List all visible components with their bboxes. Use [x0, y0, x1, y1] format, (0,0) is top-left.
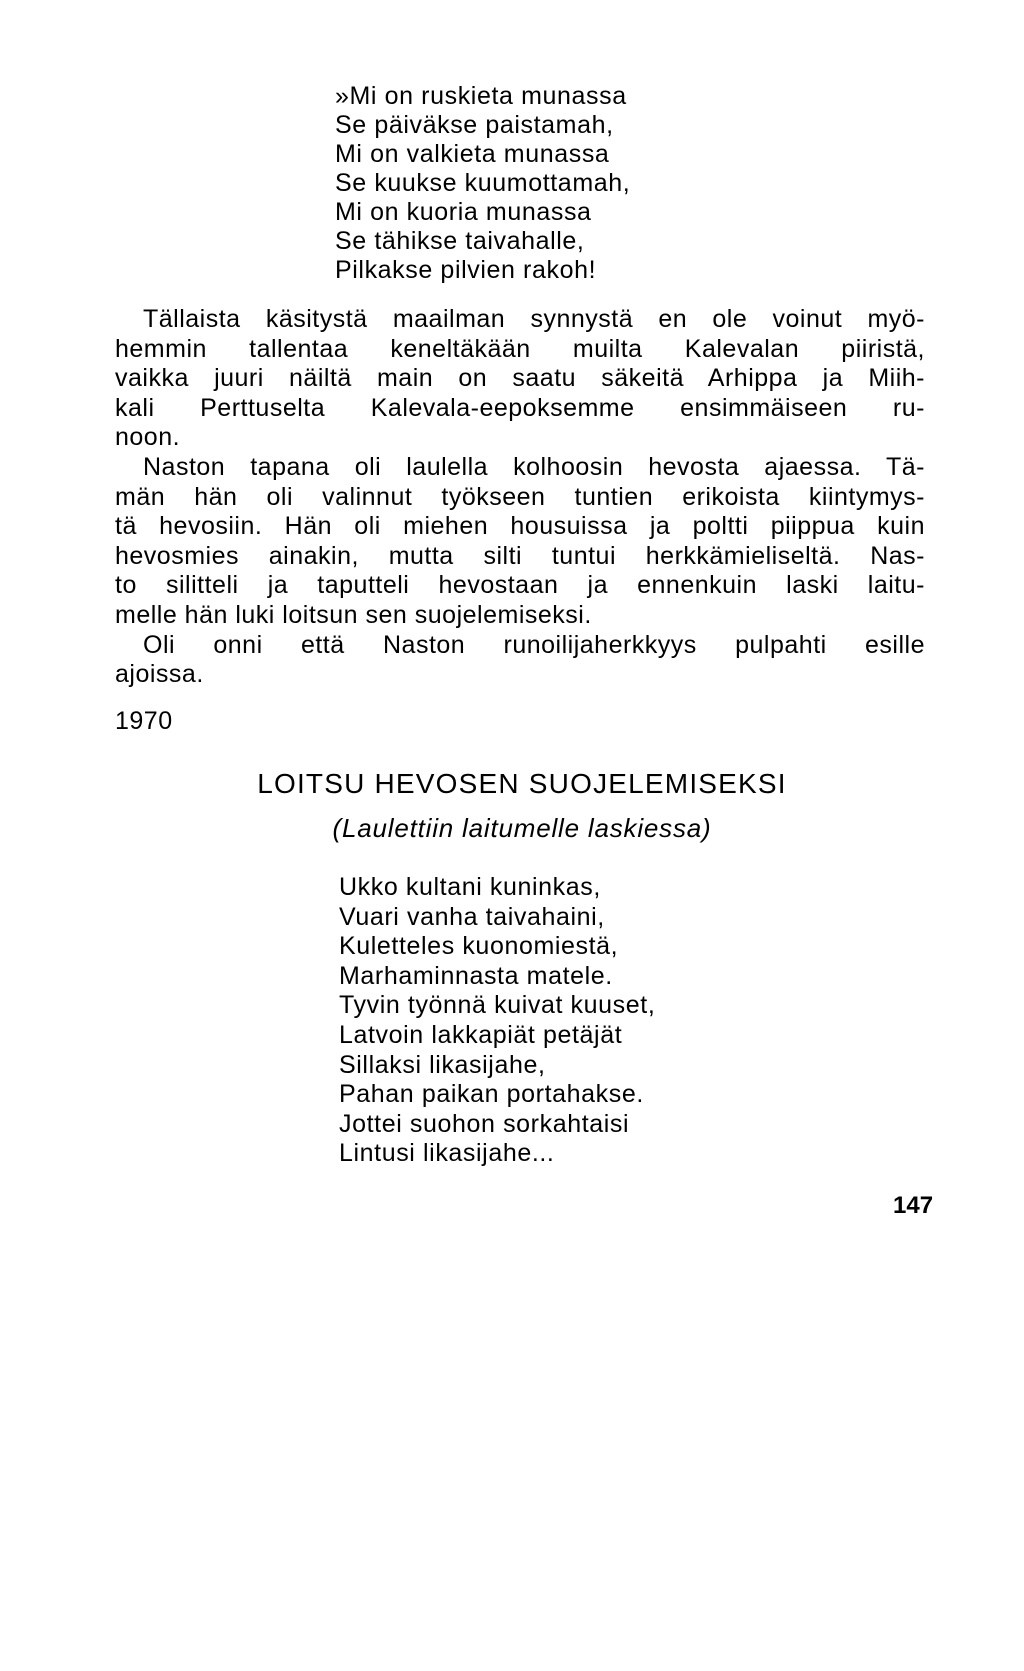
prose-line: tä hevosiin. Hän oli miehen housuissa ja poltti piippua kuin [115, 512, 925, 541]
poem-line: Mi on kuoria munassa [335, 198, 592, 226]
page-number: 147 [893, 1192, 934, 1219]
year-label: 1970 [115, 707, 173, 735]
poem-line: Se päiväkse paistamah, [335, 111, 614, 139]
prose-line: män hän oli valinnut työkseen tuntien erikoista kiintymys- [115, 482, 925, 511]
poem-line: Jottei suohon sorkahtaisi [339, 1109, 630, 1138]
spell-title: LOITSU HEVOSEN SUOJELEMISEKSI [257, 768, 787, 799]
poem-line: Kuletteles kuonomiestä, [339, 932, 619, 961]
spell-poem [339, 873, 655, 1169]
poem-line: Pahan paikan portahakse. [339, 1080, 644, 1109]
opening-poem [335, 82, 630, 285]
poem-line: Se tähikse taivahalle, [335, 227, 585, 255]
poem-line: Sillaksi likasijahe, [339, 1050, 546, 1079]
prose-line: Tällaista käsitystä maailman synnystä en ole voinut myö- [143, 305, 925, 333]
prose-line: ajoissa. [115, 660, 204, 689]
spell-subtitle: (Laulettiin laitumelle laskiessa) [332, 813, 712, 843]
prose-line: vaikka juuri näiltä main on saatu säkeitä Arhippa ja Miih- [115, 364, 925, 393]
prose-line: Oli onni että Naston runoilijaherkkyys pulpahti esille [143, 630, 925, 659]
poem-line: Latvoin lakkapiät petäjät [339, 1020, 623, 1049]
poem-line: Vuari vanha taivahaini, [339, 902, 605, 931]
prose-line: to silitteli ja taputteli hevostaan ja ennenkuin laski laitu- [115, 571, 925, 600]
prose-line: hevosmies ainakin, mutta silti tuntui herkkämieliseltä. Nas- [115, 541, 925, 570]
poem-line: Mi on valkieta munassa [335, 140, 610, 168]
prose-line: hemmin tallentaa keneltäkään muilta Kalevalan piiristä, [115, 334, 925, 363]
poem-line: Tyvin työnnä kuivat kuuset, [339, 991, 656, 1020]
prose-line: kali Perttuselta Kalevala-eepoksemme ensimmäiseen ru- [115, 393, 925, 422]
poem-line: Ukko kultani kuninkas, [339, 873, 601, 901]
poem-line: Se kuukse kuumottamah, [335, 169, 631, 197]
poem-line: »Mi on ruskieta munassa [335, 82, 627, 110]
prose-text [115, 305, 925, 690]
prose-line: Naston tapana oli laulella kolhoosin hevosta ajaessa. Tä- [143, 452, 925, 481]
prose-line: melle hän luki loitsun sen suojelemiseksi. [115, 600, 592, 629]
prose-line: noon. [115, 423, 181, 452]
poem-line: Marhaminnasta matele. [339, 961, 613, 990]
poem-line: Pilkakse pilvien rakoh! [335, 256, 597, 284]
poem-line: Lintusi likasijahe... [339, 1139, 555, 1168]
